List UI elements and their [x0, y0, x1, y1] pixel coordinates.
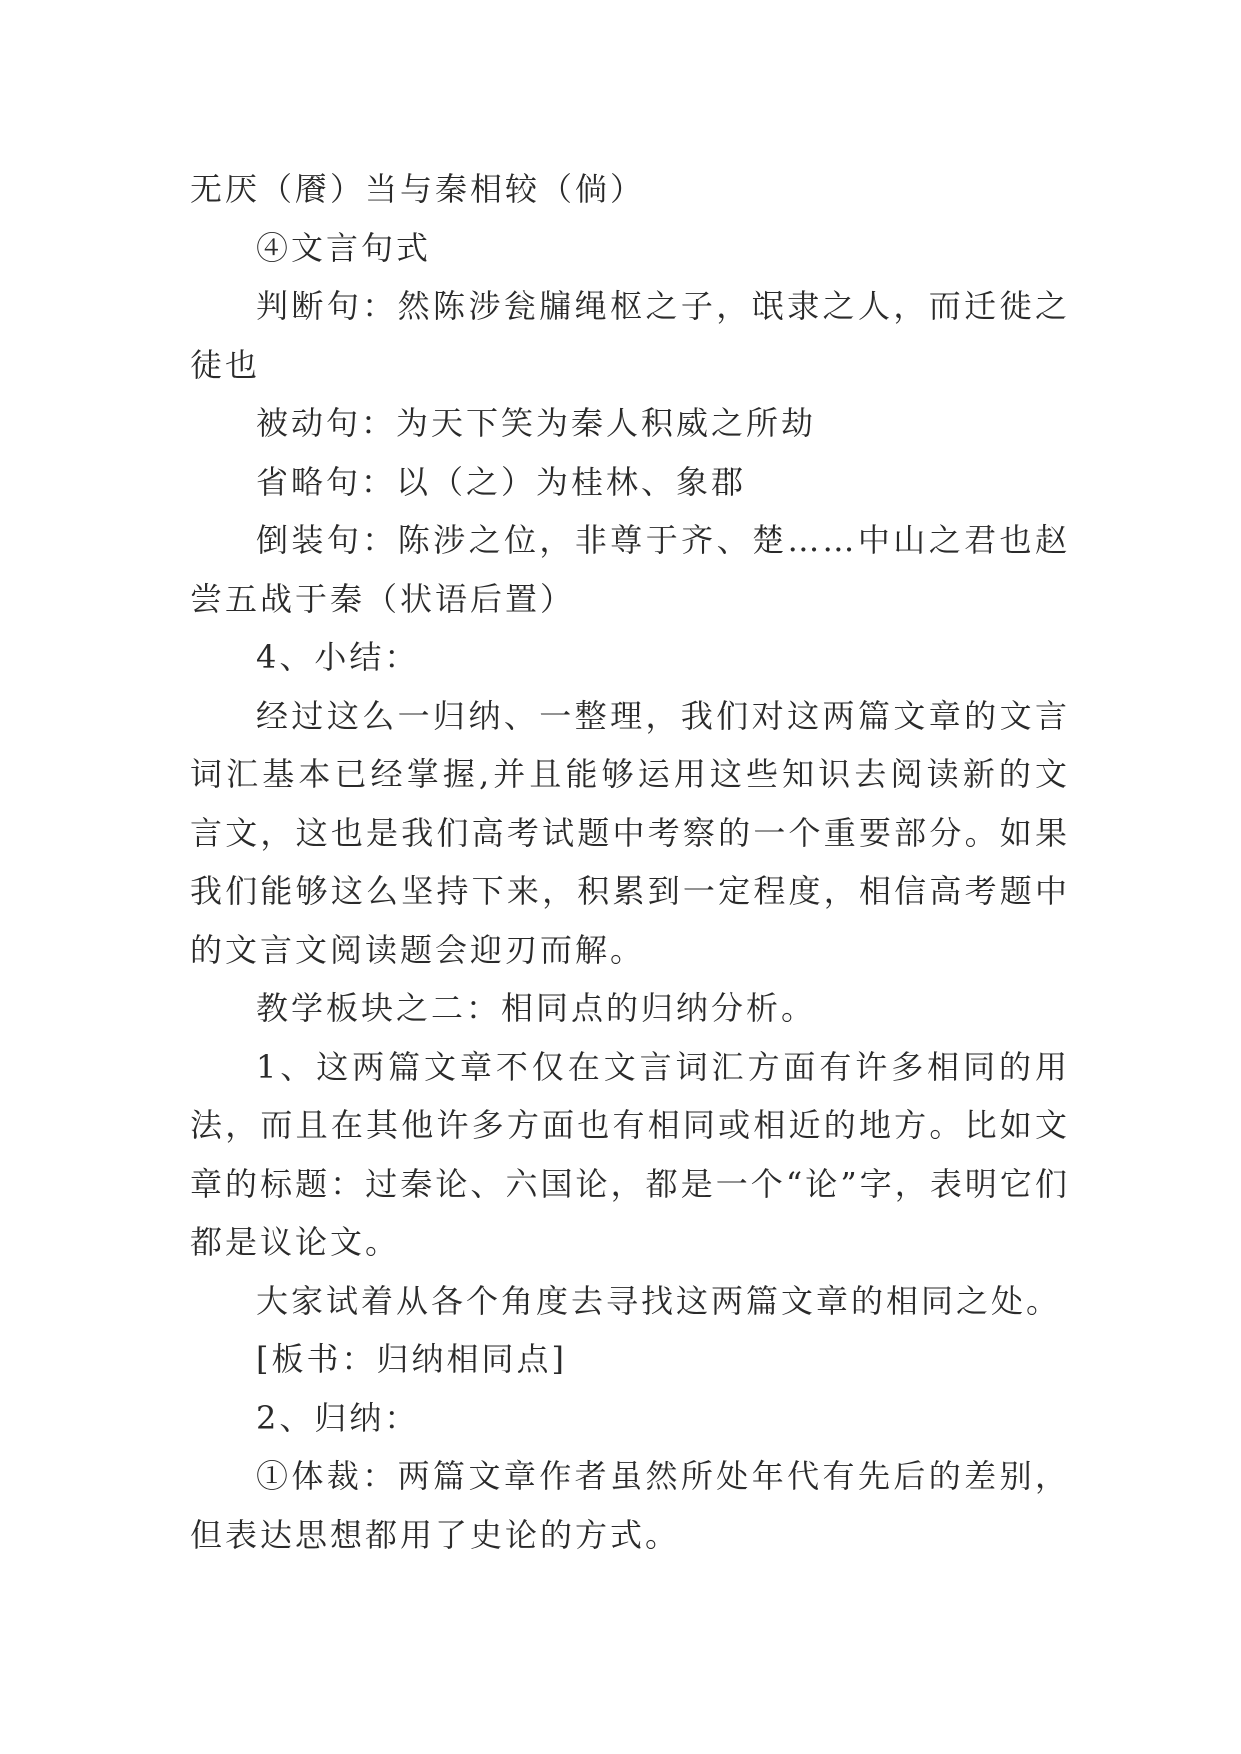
paragraph-11: 大家试着从各个角度去寻找这两篇文章的相同之处。: [256, 1281, 1062, 1320]
paragraph-7: 4、小结：: [256, 638, 420, 676]
paragraph-2: ④文言句式: [256, 228, 432, 267]
paragraph-1: 无厌（餍）当与秦相较（倘）: [190, 170, 646, 208]
paragraph-3: 判断句：然陈涉瓮牖绳枢之子，氓隶之人，而迁徙之徒也: [190, 287, 1070, 384]
paragraph-12: [板书：归纳相同点]: [256, 1340, 567, 1378]
paragraph-9: 教学板块之二：相同点的归纳分析。: [256, 989, 817, 1027]
paragraph-14: ①体裁：两篇文章作者虽然所处年代有先后的差别，但表达思想都用了史论的方式。: [190, 1457, 1070, 1554]
paragraph-8: 经过这么一归纳、一整理，我们对这两篇文章的文言词汇基本已经掌握,并且能够运用这些知识去阅读新的文言文，这也是我们高考试题中考察的一个重要部分。如果我们能够这么坚持下来，积累到一定程度，相信高考题中的文言文阅读题会迎刃而解。: [190, 696, 1070, 969]
paragraph-4: 被动句：为天下笑为秦人积威之所劫: [256, 404, 817, 442]
paragraph-5: 省略句：以（之）为桂林、象郡: [256, 462, 747, 501]
paragraph-10: 1、这两篇文章不仅在文言词汇方面有许多相同的用法，而且在其他许多方面也有相同或相近的地方。比如文章的标题：过秦论、六国论，都是一个“论”字，表明它们都是议论文。: [190, 1047, 1070, 1261]
document-body: [190, 160, 1070, 1564]
paragraph-6: 倒装句：陈涉之位，非尊于齐、楚……中山之君也赵尝五战于秦（状语后置）: [190, 521, 1070, 618]
paragraph-13: 2、归纳：: [256, 1398, 420, 1437]
